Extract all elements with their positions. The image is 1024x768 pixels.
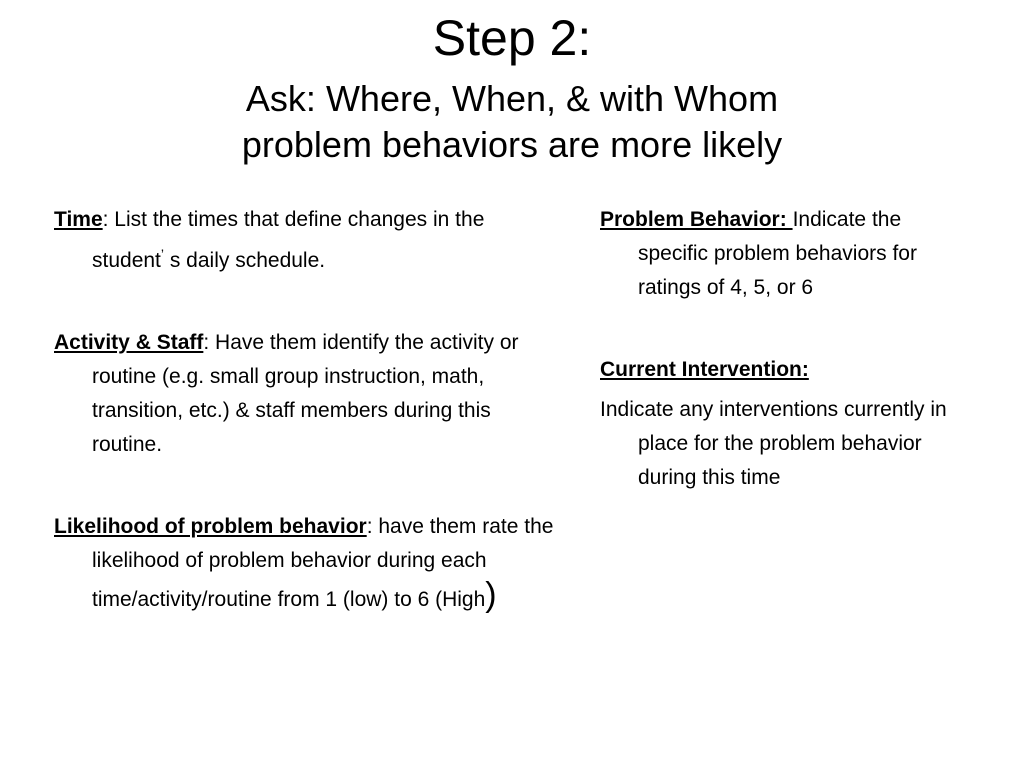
current-intervention-heading-paragraph xyxy=(600,353,960,387)
slide-title-block xyxy=(0,8,1024,168)
time-paragraph xyxy=(54,203,554,278)
slide-subtitle xyxy=(0,76,1024,168)
current-intervention-text: Indicate any interventions currently in place for the problem behavior during this time xyxy=(600,398,947,489)
subtitle-line-2: problem behaviors are more likely xyxy=(241,124,783,165)
likelihood-text: : have them rate the likelihood of problem behavior during each time/activity/routine from 1 (low) to 6 (High xyxy=(92,515,554,611)
activity-heading: Activity & Staff xyxy=(54,331,204,354)
slide-title: Step 2: xyxy=(432,10,592,66)
time-text-after: s daily schedule. xyxy=(164,249,326,272)
current-intervention-paragraph xyxy=(600,393,960,495)
left-column xyxy=(54,203,554,665)
problem-behavior-paragraph xyxy=(600,203,960,305)
problem-behavior-heading: Problem Behavior: xyxy=(600,208,793,231)
problem-behavior-text: Indicate the specific problem behaviors for ratings of 4, 5, or 6 xyxy=(638,208,917,299)
right-column xyxy=(600,203,960,543)
time-apostrophe: ’ xyxy=(160,246,165,262)
likelihood-closing-paren: ) xyxy=(485,576,497,614)
current-intervention-heading: Current Intervention: xyxy=(600,358,809,381)
likelihood-heading: Likelihood of problem behavior xyxy=(54,515,367,538)
time-text: : List the times that define changes in the student xyxy=(92,208,485,272)
activity-paragraph xyxy=(54,326,554,462)
likelihood-paragraph xyxy=(54,510,554,617)
activity-text: : Have them identify the activity or routine (e.g. small group instruction, math, transition, etc.) & staff members during this routine. xyxy=(92,331,519,456)
subtitle-line-1: Ask: Where, When, & with Whom xyxy=(245,78,779,119)
time-heading: Time xyxy=(54,208,103,231)
